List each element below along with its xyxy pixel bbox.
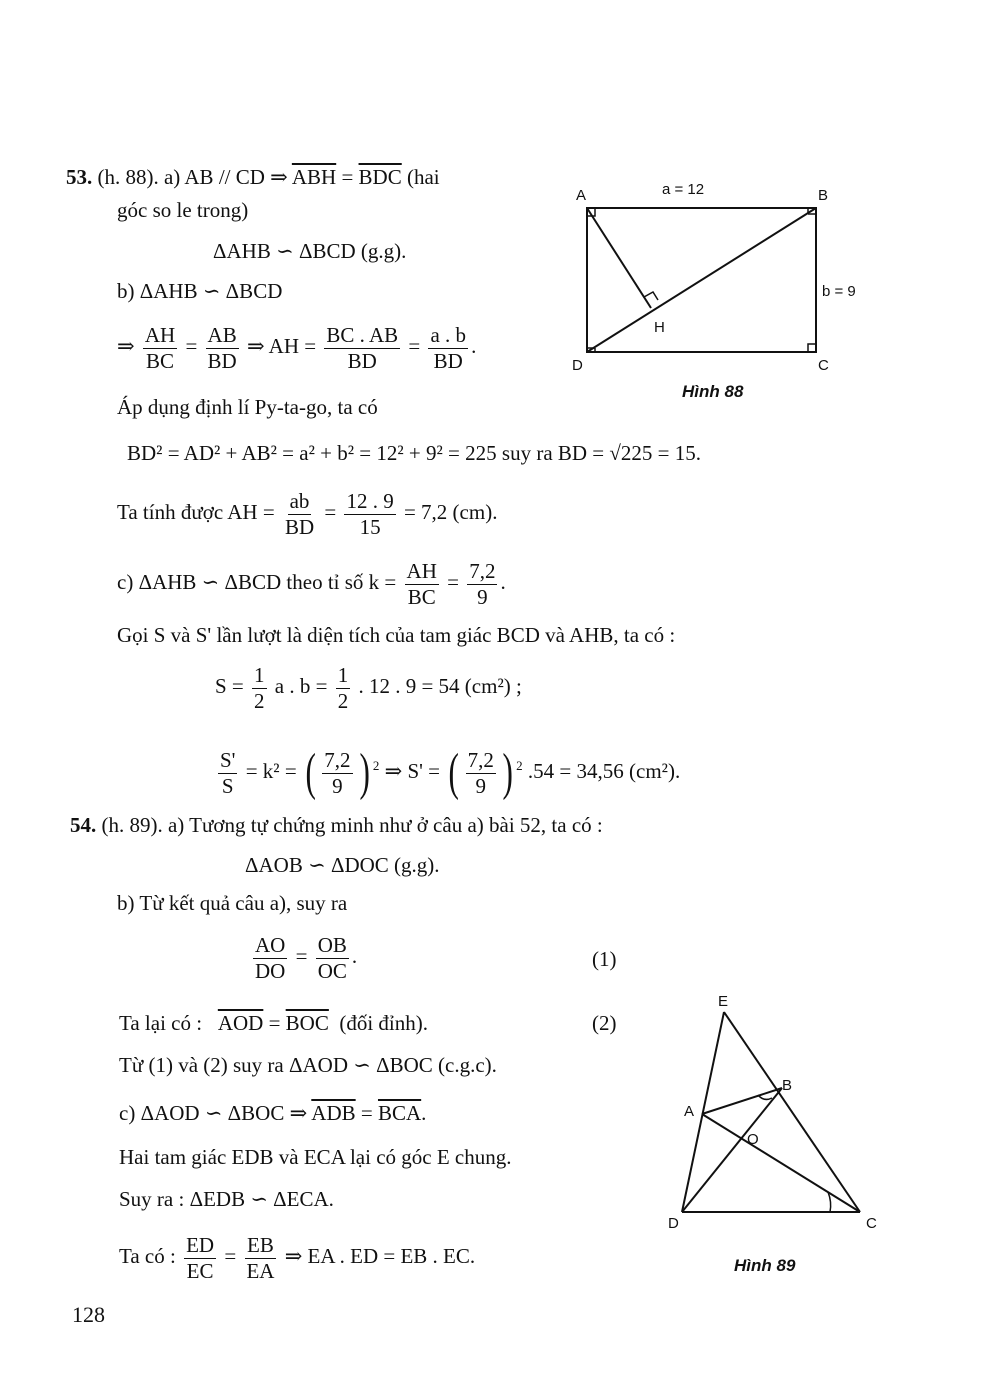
marker-2: (2) [592,1011,617,1035]
diagonal-bd [587,208,816,352]
problem-54-line-5: Ta lại có : $\overline{AOD} = \overline{BOC}$ (đối đỉnh). [119,1011,429,1035]
angle-mark-c [828,1192,831,1212]
fraction-half: $\frac{1}{2}$ [254,662,265,713]
problem-53-line-10: Gọi S và S' lần lượt là diện tích của tam giác BCD và AHB, ta có : [117,623,676,647]
fraction-72-9-b: $\frac{7,2}{9}$ [467,747,494,798]
problem-53-ratio-k: c) ΔAHB ∽ ΔBCD theo tỉ số k = $\frac{AH}{BC}$ = $\frac{7,2}{9}$ . [117,558,506,609]
text: (hai [406,165,440,189]
label-d: D [668,1215,679,1230]
label-a: A [576,187,587,204]
fraction-ab-over-bd: $\frac{ab}{BD}$ [284,488,315,539]
label-e: E [718,993,729,1010]
fraction-eb-ea: $\frac{EB}{EA}$ [246,1232,275,1283]
label-b: B [782,1077,793,1094]
fraction-72-9-a: $\frac{7,2}{9}$ [324,747,351,798]
text: ⇒ AH = [246,334,317,358]
side-ec [724,1012,860,1212]
problem-53-line-3: ΔAHB ∽ ΔBCD (g.g). [213,239,407,263]
label-d: D [572,357,583,374]
segment-db [682,1088,782,1212]
problem-54-final: Ta có : $\frac{ED}{EC}$ = $\frac{EB}{EA}$ ⇒ EA . ED = EB . EC. [119,1232,476,1283]
equals: = [341,165,354,189]
problem-53-ah-calc: Ta tính được AH = $\frac{ab}{BD}$ = $\frac{12 . 9}{15}$ = 7,2 (cm). [117,488,498,539]
fraction-bcab-bd: $\frac{BC . AB}{BD}$ [326,322,399,373]
angle-bdc: $\overline{BDC}$ [358,165,402,189]
fraction-ed-ec: $\frac{ED}{EC}$ [186,1232,215,1283]
problem-53-line-4: b) ΔAHB ∽ ΔBCD [117,279,283,303]
problem-53-area-ratio: $\frac{S'}{S}$ = k² = ( $\frac{7,2}{9}$ ) $^2$ ⇒ S' = ( $\frac{7,2}{9}$ ) $^2$ .54 = 34,56 (cm²). [220,744,681,802]
marker-1: (1) [592,947,617,971]
label-c: C [818,357,829,374]
problem-54-line-2: ΔAOB ∽ ΔDOC (g.g). [245,853,440,877]
problem-53-line-1 [66,164,440,190]
fraction-half-2: $\frac{1}{2}$ [337,662,349,713]
problem-53-line-2: góc so le trong) [117,198,249,222]
label-side-a: a = 12 [662,181,705,198]
label-h: H [654,319,665,336]
problem-53-area-s: S = $\frac{1}{2}$ a . b = $\frac{1}{2}$ . 12 . 9 = 54 (cm²) ; [215,662,522,713]
problem-54-ratio: $\frac{AO}{DO}$ = $\frac{OB}{OC}$ . [255,932,358,983]
label-o: O [747,1131,759,1148]
label-b: B [818,187,829,204]
angle-bca: $\overline{BCA}$ [377,1101,422,1125]
fraction-sprime-s: $\frac{S'}{S}$ [220,747,236,798]
problem-54-line-8: Hai tam giác EDB và ECA lại có góc E chung. [119,1145,512,1169]
figure-88-caption: Hình 88 [682,382,744,401]
segment-ac [702,1114,860,1212]
problem-53-number: 53. [66,165,93,189]
fraction-ab-bd: $\frac{AB}{BD}$ [207,322,237,373]
problem-53-line-6: Áp dụng định lí Py-ta-go, ta có [117,395,378,419]
segment-ab [702,1088,782,1114]
label-side-b: b = 9 [822,283,856,300]
fraction-12x9-over-15: $\frac{12 . 9}{15}$ [346,488,394,539]
fraction-ah-bc-k: $\frac{AH}{BC}$ [406,558,437,609]
figure-89 [660,990,900,1230]
problem-53-pythagoras: BD² = AD² + AB² = a² + b² = 12² + 9² = 225 suy ra BD = √225 = 15. [127,441,702,465]
angle-aod: $\overline{AOD}$ [217,1011,264,1035]
problem-53-ratio-line: ⇒ $\frac{AH}{BC}$ = $\frac{AB}{BD}$ ⇒ AH = $\frac{BC . AB}{BD}$ = $\frac{a . b}{BD}$ . [117,322,477,373]
text: (h. 88). a) AB // CD ⇒ [97,165,288,189]
figure-89-caption: Hình 89 [734,1256,796,1275]
fraction-ao-do: $\frac{AO}{DO}$ [255,932,286,983]
angle-adb: $\overline{ADB}$ [311,1101,356,1125]
label-a: A [684,1103,695,1120]
fraction-ab-bd-2: $\frac{a . b}{BD}$ [430,322,467,373]
problem-54-line-7: c) ΔAOD ∽ ΔBOC ⇒ $\overline{ADB} = \overline{BCA}$. [119,1101,427,1125]
problem-54-number: 54. [70,813,97,837]
angle-abh: $\overline{ABH}$ [291,165,337,189]
altitude-ah [587,208,651,308]
problem-54-line-6: Từ (1) và (2) suy ra ΔAOD ∽ ΔBOC (c.g.c). [119,1053,497,1077]
label-c: C [866,1215,877,1230]
fraction-ob-oc: $\frac{OB}{OC}$ [317,932,347,983]
fraction-72-9: $\frac{7,2}{9}$ [469,558,496,609]
fraction-ah-bc: $\frac{AH}{BC}$ [144,322,176,373]
figure-88 [560,172,880,412]
problem-54-line-1: 54. (h. 89). a) Tương tự chứng minh như ở câu a) bài 52, ta có : [70,813,603,837]
problem-54-line-9: Suy ra : ΔEDB ∽ ΔECA. [119,1187,334,1211]
page-number: 128 [72,1302,105,1327]
angle-boc: $\overline{BOC}$ [285,1011,329,1035]
problem-54-line-3: b) Từ kết quả câu a), suy ra [117,891,348,915]
